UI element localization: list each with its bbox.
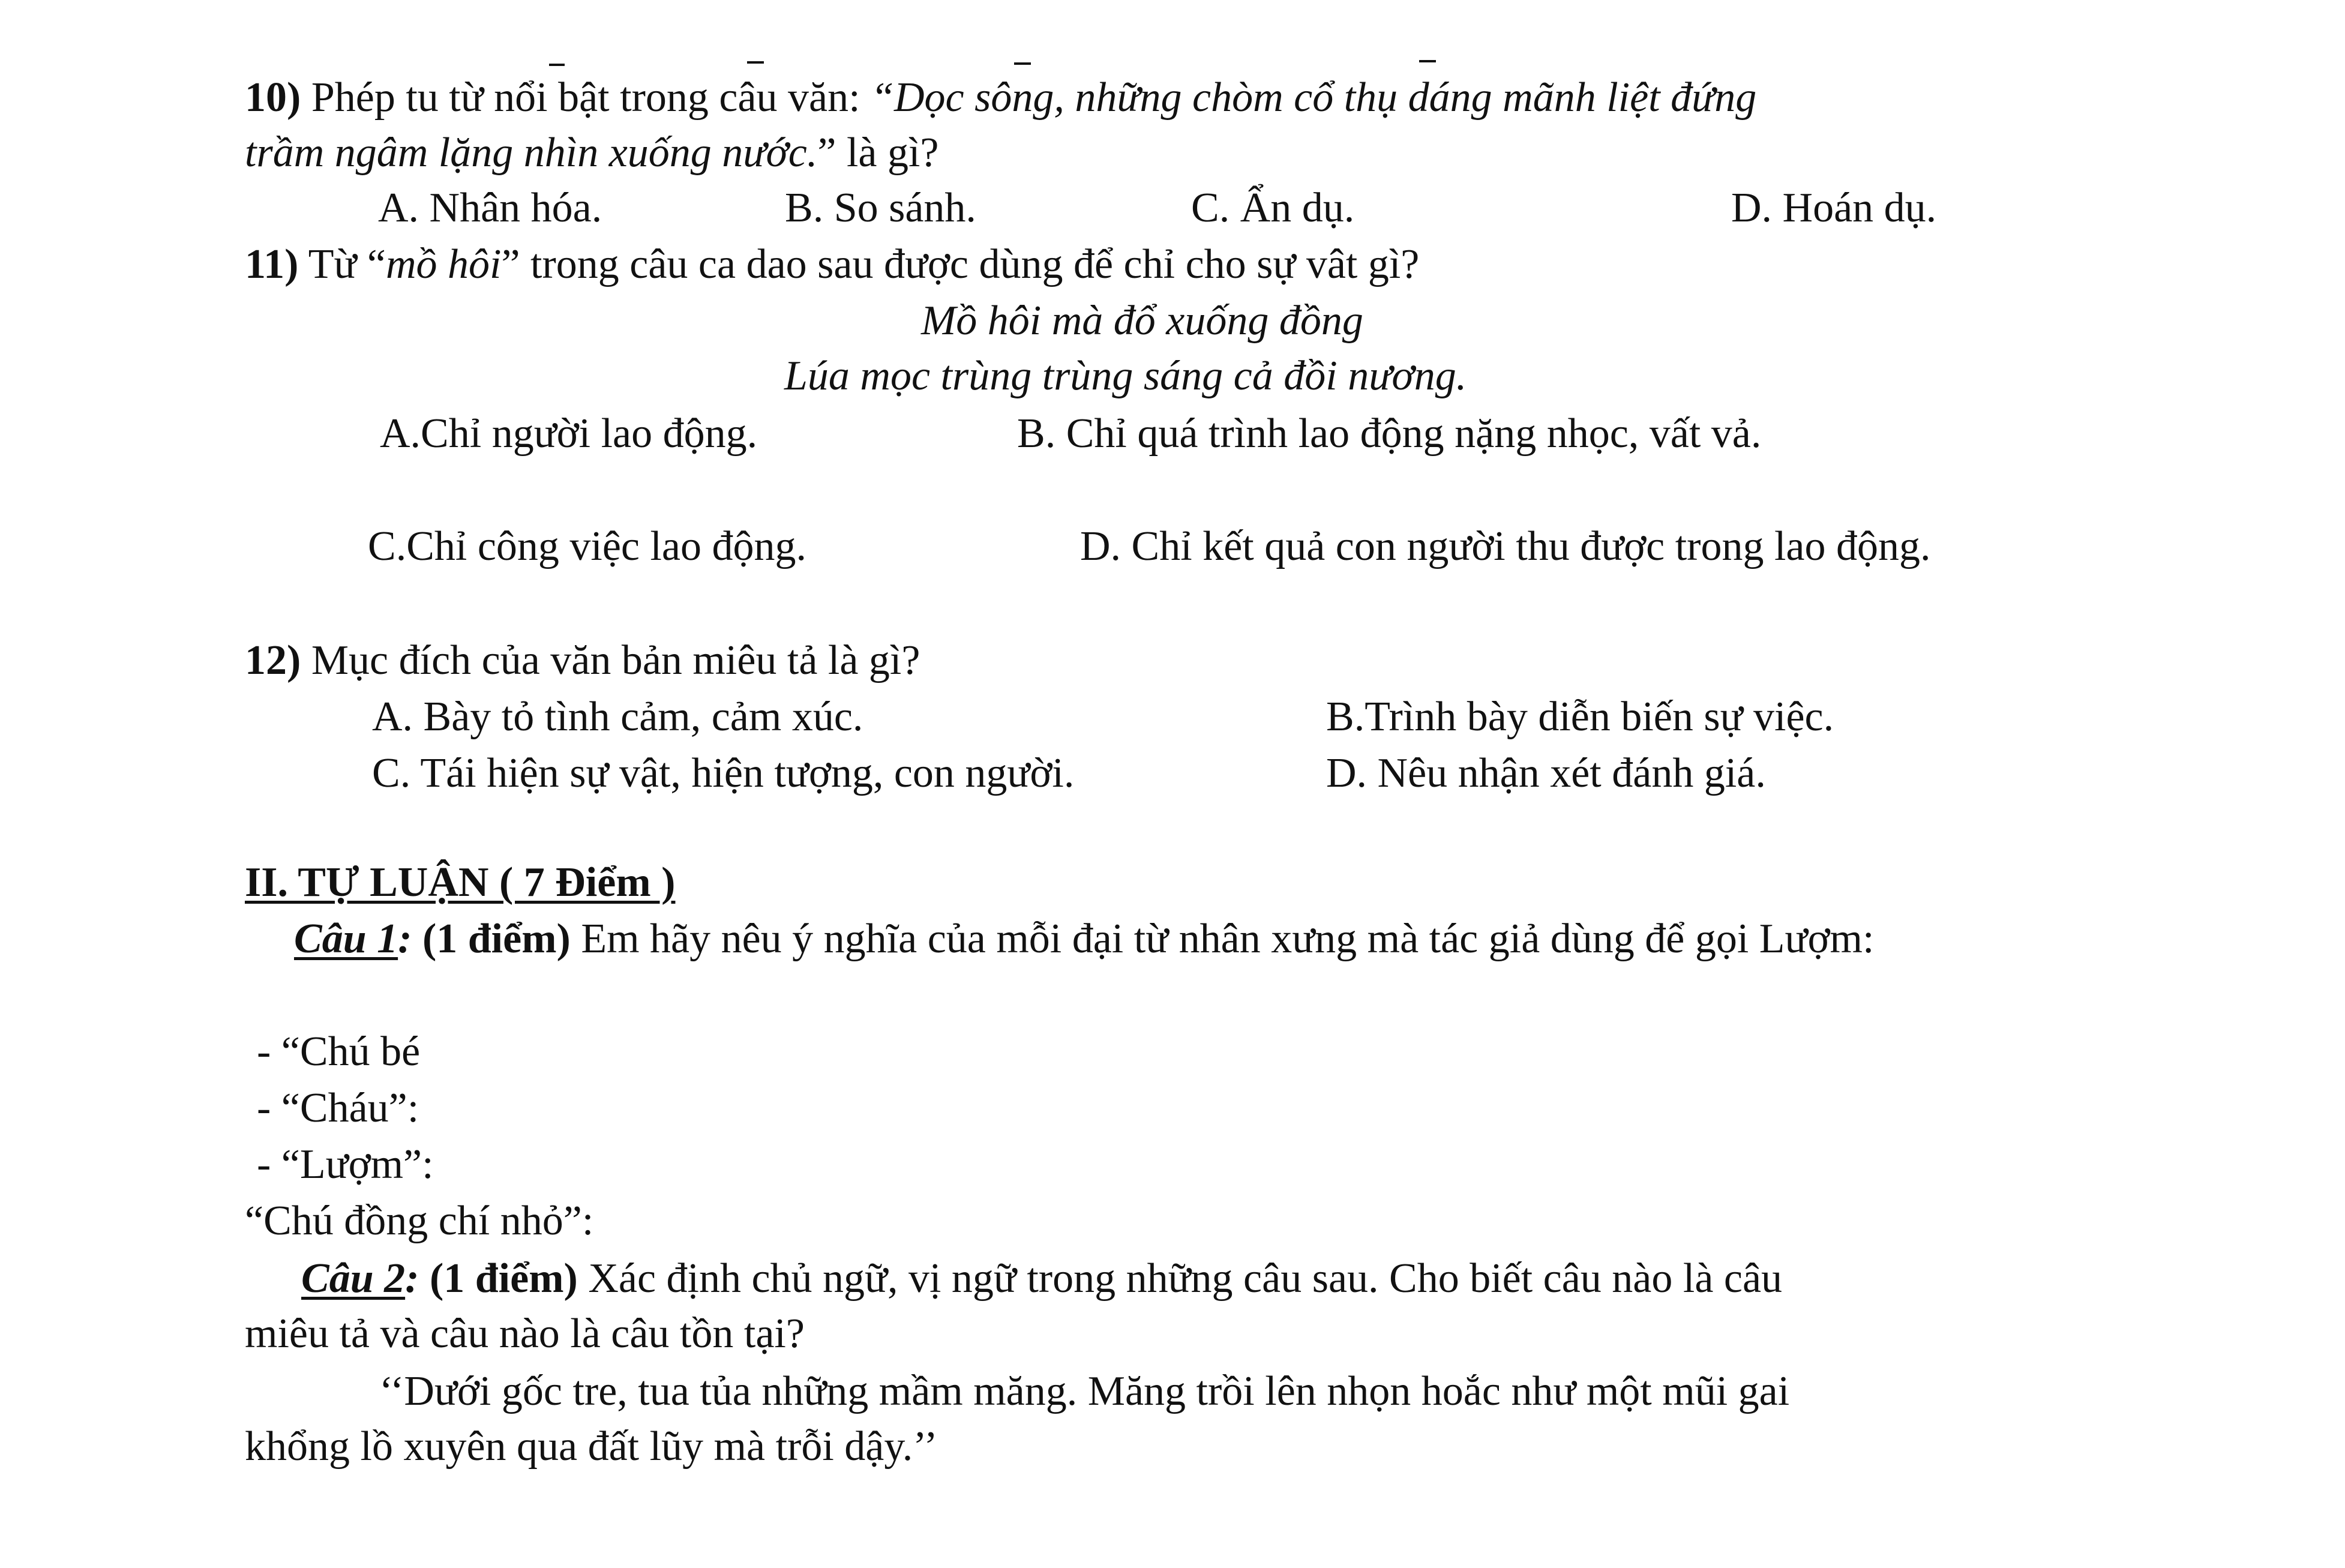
q12-option-b: B.Trình bày diễn biến sự việc. (1326, 694, 1834, 740)
cau2-passage-line1: ‘‘Dưới gốc tre, tua tủa những mầm măng. Măng trồi lên nhọn hoắc như một mũi gai (379, 1368, 1790, 1414)
scan-artifact (1419, 60, 1436, 62)
section-heading: II. TỰ LUẬN ( 7 Điểm ) (245, 859, 676, 906)
cau1-points: (1 điểm) (412, 916, 571, 962)
q10-quote-line2: trầm ngâm lặng nhìn xuống nước. (245, 130, 818, 176)
q10-line1 (245, 70, 1756, 126)
cau2-prompt-line2: miêu tả và câu nào là câu tồn tại? (245, 1311, 805, 1357)
q11-verse-line1: Mồ hôi mà đổ xuống đồng (921, 298, 1363, 344)
q10-option-a: A. Nhân hóa. (378, 185, 602, 231)
q11-option-d: D. Chỉ kết quả con người thu được trong lao động. (1080, 523, 1931, 569)
q11-option-c: C.Chỉ công việc lao động. (368, 523, 807, 569)
q11-prompt-a: Từ “ (298, 241, 386, 287)
q10-prompt: Phép tu từ nổi bật trong câu văn: (311, 74, 871, 121)
q11-option-b: B. Chỉ quá trình lao động nặng nhọc, vất vả. (1017, 410, 1762, 457)
q12-option-c: C. Tái hiện sự vật, hiện tượng, con người. (372, 750, 1075, 796)
q12-prompt: Mục đích của văn bản miêu tả là gì? (301, 637, 920, 683)
cau2-label: Câu 2 (301, 1255, 406, 1302)
cau2-passage-line2: khổng lồ xuyên qua đất lũy mà trỗi dậy.’’ (245, 1423, 938, 1470)
q11-keyword: mồ hôi (385, 241, 502, 287)
q12-line1 (245, 632, 920, 689)
cau2-line1 (301, 1251, 1782, 1307)
scan-artifact (747, 61, 764, 64)
q10-number: 10) (245, 74, 301, 121)
cau1-item-2: - “Cháu”: (257, 1085, 419, 1131)
q10-quote-line1: “Dọc sông, những chòm cổ thụ dáng mãnh liệt đứng (871, 74, 1757, 121)
cau1-item-1: - “Chú bé (257, 1029, 421, 1075)
cau1-line (294, 911, 1874, 967)
q11-prompt-b: ” trong câu ca dao sau được dùng để chỉ cho sự vât gì? (501, 241, 1420, 287)
cau2-prompt-line1: Xác định chủ ngữ, vị ngữ trong những câu sau. Cho biết câu nào là câu (577, 1255, 1783, 1302)
scan-artifact (1014, 62, 1031, 65)
cau1-colon: : (398, 916, 412, 962)
q10-option-c: C. Ẩn dụ. (1191, 185, 1355, 231)
cau2-colon: : (405, 1255, 419, 1302)
cau2-points: (1 điểm) (419, 1255, 578, 1302)
q12-option-d: D. Nêu nhận xét đánh giá. (1326, 750, 1766, 796)
cau1-prompt: Em hãy nêu ý nghĩa của mỗi đại từ nhân xưng mà tác giả dùng để gọi Lượm: (570, 916, 1875, 962)
q12-number: 12) (245, 637, 301, 683)
q10-line2 (245, 125, 938, 181)
q11-number: 11) (245, 241, 299, 287)
q11-verse-line2: Lúa mọc trùng trùng sáng cả đồi nương. (784, 353, 1467, 399)
cau1-item-3: - “Lượm”: (257, 1141, 434, 1188)
q10-option-b: B. So sánh. (785, 185, 976, 231)
q11-line1 (245, 236, 1419, 293)
q11-option-a: A.Chỉ người lao động. (380, 410, 758, 457)
cau1-label: Câu 1 (294, 916, 398, 962)
q10-prompt-end: ” là gì? (817, 130, 939, 176)
q10-option-d: D. Hoán dụ. (1731, 185, 1937, 231)
q12-option-a: A. Bày tỏ tình cảm, cảm xúc. (372, 694, 863, 740)
scan-artifact (549, 64, 565, 66)
cau1-item-4: “Chú đồng chí nhỏ”: (245, 1198, 594, 1244)
